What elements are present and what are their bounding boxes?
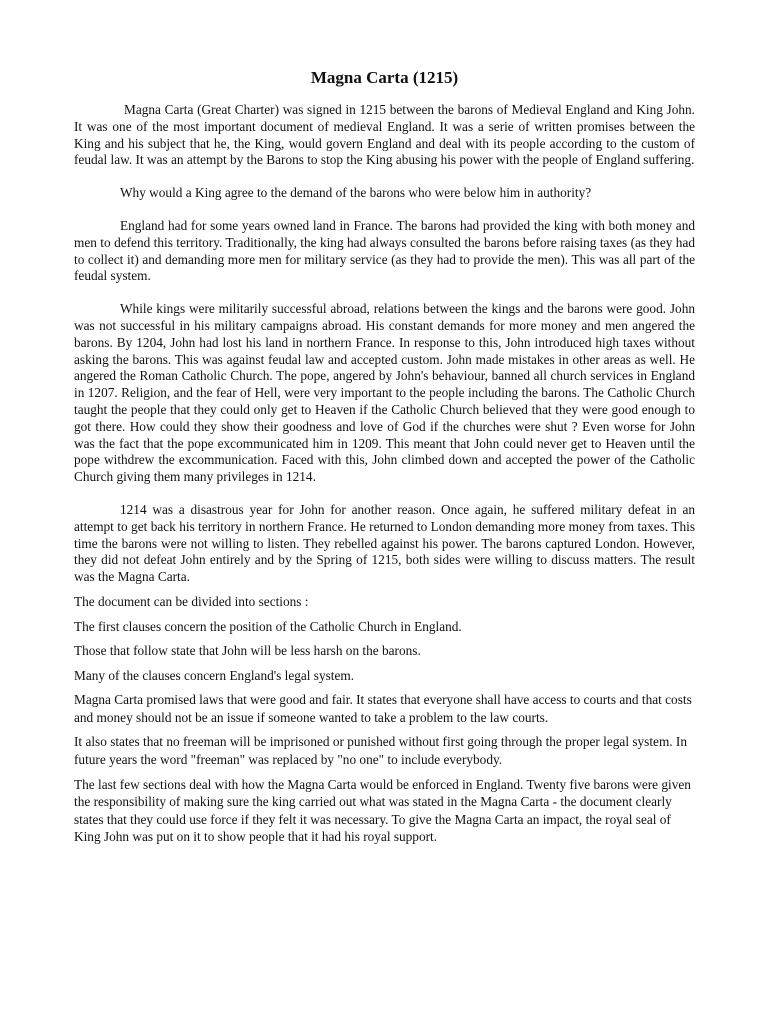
section-fair-laws: Magna Carta promised laws that were good and fair. It states that everyone shall have access to courts and that costs and money should not be an issue if someone wanted to take a problem to the law courts. <box>74 692 692 725</box>
john-conflict-paragraph: While kings were militarily successful abroad, relations between the kings and the barons were good. John was not successful in his military campaigns abroad. His constant demands for more money and men angered the barons. By 1204, John had lost his land in northern France. In response to this, John introduced high taxes without asking the barons. This was against feudal law and accepted custom. John made mistakes in other areas as well. He angered the Roman Catholic Church. The pope, angered by John's behaviour, banned all church services in England in 1207. Religion, and the fear of Hell, were very important to the people including the barons. The Catholic Church taught the people that they could only get to Heaven if the Catholic Church believed that they were good enough to got there. How could they show their goodness and love of God if the churches were shut ? Even worse for John was the fact that the pope excommunicated him in 1209. This meant that John could never get to Heaven until the pope withdrew the excommunication. Faced with this, John climbed down and accepted the power of the Catholic Church giving them many privileges in 1214. <box>74 301 695 485</box>
year-1214-paragraph: 1214 was a disastrous year for John for another reason. Once again, he suffered military defeat in an attempt to get back his territory in northern France. He returned to London demanding more money from taxes. This time the barons were not willing to listen. They rebelled against his power. The barons captured London. However, they did not defeat John entirely and by the Spring of 1215, both sides were willing to discuss matters. The result was the Magna Carta. <box>74 501 695 585</box>
section-barons: Those that follow state that John will be less harsh on the barons. <box>74 643 421 659</box>
page-title: Magna Carta (1215) <box>310 68 459 87</box>
intro-paragraph: Magna Carta (Great Charter) was signed in 1215 between the barons of Medieval England and King John. It was one of the most important document of medieval England. It was a serie of written promises between the King and his subject that he, the King, would govern England and deal with its people according to the custom of feudal law. It was an attempt by the Barons to stop the King abusing his power with the people of England suffering. <box>74 102 695 168</box>
document-page <box>74 66 695 846</box>
section-enforcement: The last few sections deal with how the Magna Carta would be enforced in England. Twenty five barons were given the responsibility of making sure the king carried out what was stated in the Magna Carta - the document clearly states that they could use force if they felt it was necessary. To give the Magna Carta an impact, the royal seal of King John was put on it to show people that it had his royal support. <box>74 776 691 845</box>
section-legal-system: Many of the clauses concern England's legal system. <box>74 667 355 683</box>
sections-intro: The document can be divided into sections : <box>74 593 309 609</box>
background-paragraph: England had for some years owned land in France. The barons had provided the king with both money and men to defend this territory. Traditionally, the king had always consulted the barons before raising taxes (as they had to collect it) and demanding more men for military service (as they had to provide the men). This was all part of the feudal system. <box>74 217 695 284</box>
question-paragraph: Why would a King agree to the demand of the barons who were below him in authority? <box>120 185 592 201</box>
section-church: The first clauses concern the position of the Catholic Church in England. <box>74 618 462 634</box>
section-freeman: It also states that no freeman will be imprisoned or punished without first going through the proper legal system. In future years the word "freeman" was replaced by "no one" to include everybody. <box>74 734 688 768</box>
